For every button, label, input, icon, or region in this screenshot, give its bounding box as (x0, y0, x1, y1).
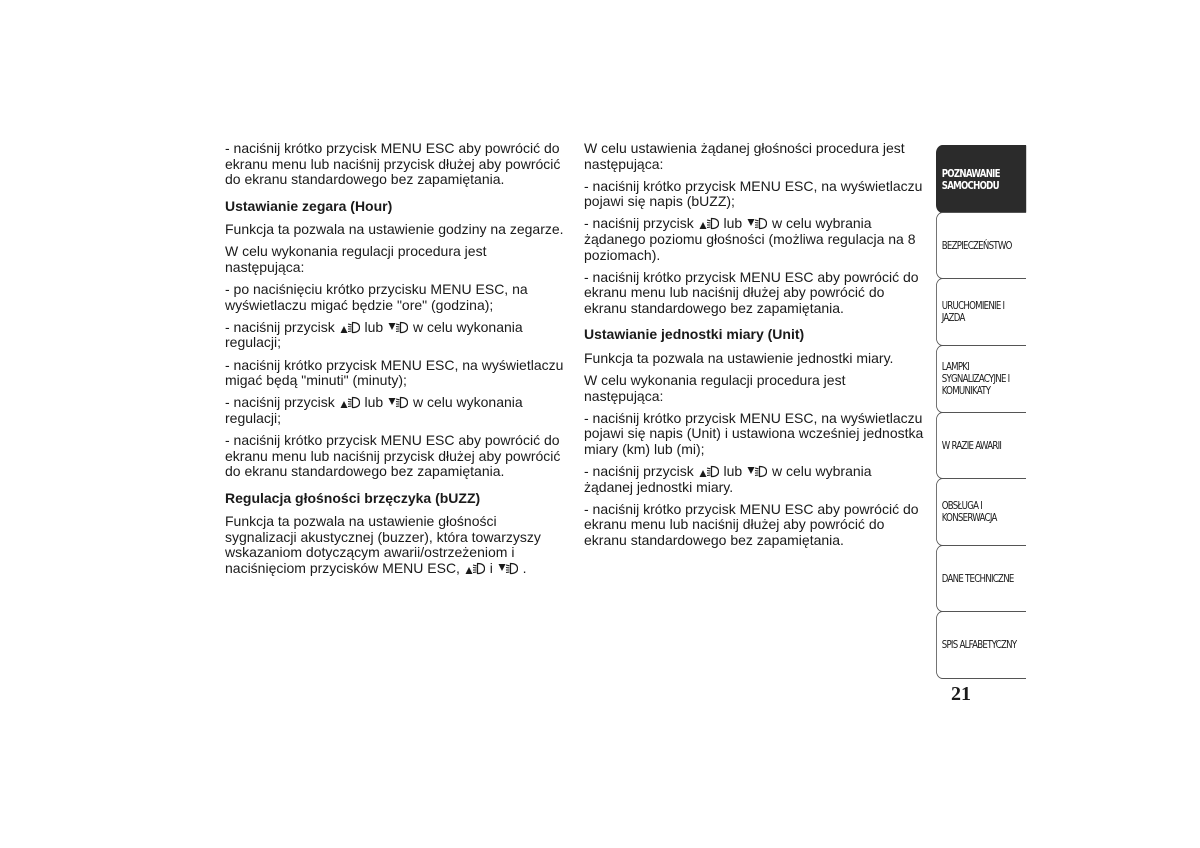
light-up-arrow-icon (699, 465, 719, 478)
light-up-arrow-icon (340, 396, 360, 409)
tab-poznawanie-samochodu[interactable]: POZNAWANIE SAMOCHODU (936, 145, 1026, 213)
tab-uruchomienie-jazda[interactable]: URUCHOMIENIE I JAZDA (936, 278, 1026, 346)
paragraph: - naciśnij krótko przycisk MENU ESC aby powrócić do ekranu menu lub naciśnij dłużej aby powrócić do ekranu standardowego bez zapamiętania. (584, 268, 919, 316)
left-column (225, 141, 565, 583)
light-up-arrow-icon (465, 562, 485, 575)
paragraph: - naciśnij krótko przycisk MENU ESC aby powrócić do ekranu menu lub naciśnij przycisk dłużej aby powrócić do ekranu standardowego bez zapamiętania. (225, 140, 561, 188)
paragraph: W celu wykonania regulacji procedura jest następująca: (584, 372, 846, 404)
paragraph: - naciśnij przycisk lub w celu wykonania regulacji; (225, 394, 523, 426)
light-down-arrow-icon (388, 321, 408, 334)
paragraph: W celu ustawienia żądanej głośności procedura jest następująca: (584, 140, 905, 172)
section-heading-buzzer: Regulacja głośności brzęczyka (bUZZ) (225, 489, 481, 506)
paragraph: - naciśnij przycisk lub w celu wykonania regulacji; (225, 318, 523, 351)
section-heading-unit: Ustawianie jednostki miary (Unit) (584, 326, 805, 343)
tab-dane-techniczne[interactable]: DANE TECHNICZNE (936, 545, 1026, 612)
paragraph: - naciśnij przycisk lub w celu wybrania żądanej jednostki miary. (584, 463, 872, 495)
paragraph: Funkcja ta pozwala na ustawienie jednostki miary. (584, 350, 894, 367)
tab-lampki-sygnalizacyjne[interactable]: LAMPKI SYGNALIZACYJNE I KOMUNIKATY (936, 345, 1026, 413)
paragraph: - naciśnij krótko przycisk MENU ESC, na wyświetlaczu migać będą "minuti" (minuty); (225, 356, 564, 389)
paragraph: - naciśnij krótko przycisk MENU ESC, na wyświetlaczu pojawi się napis (bUZZ); (584, 177, 923, 210)
light-down-arrow-icon (747, 217, 767, 230)
paragraph: Funkcja ta pozwala na ustawienie godziny na zegarze. (225, 221, 564, 238)
paragraph: - po naciśnięciu krótko przycisku MENU ESC, na wyświetlaczu migać będzie "ore" (godzina); (225, 281, 528, 313)
paragraph: - naciśnij krótko przycisk MENU ESC aby powrócić do ekranu menu lub naciśnij dłużej aby powrócić do ekranu standardowego bez zapamiętania. (584, 500, 919, 548)
tab-spis-alfabetyczny[interactable]: SPIS ALFABETYCZNY (936, 611, 1026, 679)
paragraph: W celu wykonania regulacji procedura jest następująca: (225, 243, 487, 276)
tab-obsluga-konserwacja[interactable]: OBSŁUGA I KONSERWACJA (936, 478, 1026, 546)
paragraph: - naciśnij krótko przycisk MENU ESC aby powrócić do ekranu menu lub naciśnij przycisk dłużej aby powrócić do ekranu standardowego bez zapamiętania. (225, 431, 561, 480)
page-number: 21 (951, 683, 971, 705)
light-up-arrow-icon (699, 217, 719, 230)
tab-bezpieczenstwo[interactable]: BEZPIECZEŃSTWO (936, 212, 1026, 279)
paragraph: - naciśnij krótko przycisk MENU ESC, na wyświetlaczu pojawi się napis (Unit) i ustawiona wcześniej jednostka miary (km) lub (mi); (584, 409, 924, 457)
right-column (584, 141, 924, 555)
light-up-arrow-icon (340, 321, 360, 334)
section-heading-clock: Ustawianie zegara (Hour) (225, 197, 393, 214)
light-down-arrow-icon (388, 396, 408, 409)
light-down-arrow-icon (747, 465, 767, 478)
light-down-arrow-icon (498, 562, 518, 575)
paragraph: - naciśnij przycisk lub w celu wybrania żądanego poziomu głośności (możliwa regulacja na 8 poziomach). (584, 215, 916, 263)
tab-w-razie-awarii[interactable]: W RAZIE AWARII (936, 412, 1026, 479)
paragraph: Funkcja ta pozwala na ustawienie głośności sygnalizacji akustycznej (buzzer), która towarzyszy wskazaniom dotyczącym awarii/ostrzeżeniom i naciśnięciom przycisków MENU ESC, i . (225, 513, 541, 577)
